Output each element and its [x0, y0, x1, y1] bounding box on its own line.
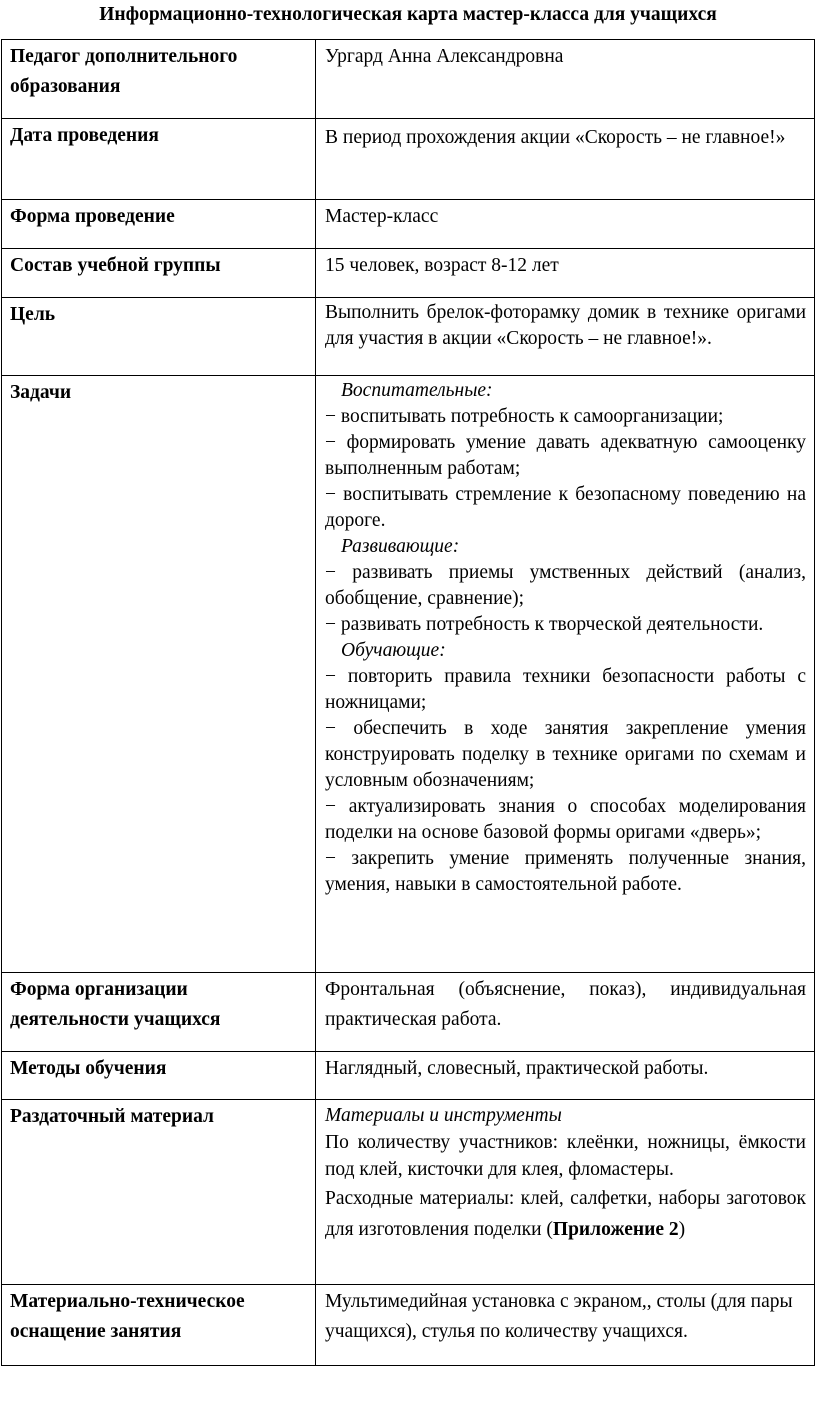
- appendix-close: ): [678, 1219, 686, 1240]
- tech-card-table: [1, 39, 815, 1366]
- tasks-heading-developing: Развивающие:: [341, 536, 460, 557]
- table-row: [2, 1285, 815, 1366]
- tasks-label: Задачи: [2, 376, 316, 973]
- handout-line-consumables: [325, 1183, 806, 1245]
- goal-label: Цель: [2, 298, 316, 376]
- group-value: 15 человек, возраст 8-12 лет: [316, 249, 815, 298]
- methods-label: Методы обучения: [2, 1052, 316, 1100]
- date-value: В период прохождения акции «Скорость – не главное!»: [316, 119, 815, 200]
- appendix-ref: Приложение 2: [552, 1219, 679, 1240]
- task-item: − развивать потребность к творческой деятельности.: [325, 614, 764, 635]
- table-row: [2, 973, 815, 1052]
- date-label: Дата проведения: [2, 119, 316, 200]
- table-row: [2, 298, 815, 376]
- goal-value: Выполнить брелок-фоторамку домик в технике оригами для участия в акции «Скорость – не главное!».: [316, 298, 815, 376]
- table-row: [2, 249, 815, 298]
- task-item: − воспитывать потребность к самоорганизации;: [325, 406, 724, 427]
- page-title: Информационно-технологическая карта мастер-класса для учащихся: [99, 4, 717, 25]
- handout-line-participants: По количеству участников: клеёнки, ножницы, ёмкости под клей, кисточки для клея, фломастеры.: [325, 1132, 806, 1180]
- task-item: − обеспечить в ходе занятия закрепление умения конструировать поделку в технике оригами по схемам и условным обозначениям;: [325, 718, 806, 791]
- teacher-value: Ургард Анна Александровна: [316, 40, 815, 119]
- task-item: − актуализировать знания о способах моделирования поделки на основе базовой формы оригами «дверь»;: [325, 796, 806, 843]
- handout-consumables-text: Расходные материалы: клей, салфетки, наборы заготовок для изготовления поделки (: [325, 1188, 806, 1240]
- tasks-value: [316, 376, 815, 973]
- task-item: − закрепить умение применять полученные знания, умения, навыки в самостоятельной работе.: [325, 848, 806, 895]
- task-item: − формировать умение давать адекватную самооценку выполненным работам;: [325, 432, 806, 479]
- table-row: [2, 40, 815, 119]
- table-row: [2, 1052, 815, 1100]
- handout-heading: Материалы и инструменты: [325, 1105, 562, 1126]
- handout-label: Раздаточный материал: [2, 1100, 316, 1285]
- task-item: − повторить правила техники безопасности работы с ножницами;: [325, 666, 806, 713]
- form-value: Мастер-класс: [316, 200, 815, 249]
- form-label: Форма проведение: [2, 200, 316, 249]
- methods-value: Наглядный, словесный, практической работы.: [316, 1052, 815, 1100]
- org-value: Фронтальная (объяснение, показ), индивидуальная практическая работа.: [316, 973, 815, 1052]
- teacher-label: Педагог дополнительного образования: [2, 40, 316, 119]
- task-item: − развивать приемы умственных действий (анализ, обобщение, сравнение);: [325, 562, 806, 609]
- table-row: [2, 200, 815, 249]
- org-label: Форма организации деятельности учащихся: [2, 973, 316, 1052]
- tasks-heading-teaching: Обучающие:: [341, 640, 446, 661]
- group-label: Состав учебной группы: [2, 249, 316, 298]
- table-row: [2, 1100, 815, 1285]
- equipment-value: Мультимедийная установка с экраном,, столы (для пары учащихся), стулья по количеству учащихся.: [316, 1285, 815, 1366]
- equipment-label: Материально-техническое оснащение занятия: [2, 1285, 316, 1366]
- table-row: [2, 119, 815, 200]
- tasks-heading-upbringing: Воспитательные:: [341, 380, 493, 401]
- table-row: [2, 376, 815, 973]
- task-item: − воспитывать стремление к безопасному поведению на дороге.: [325, 484, 806, 531]
- handout-value: [316, 1100, 815, 1285]
